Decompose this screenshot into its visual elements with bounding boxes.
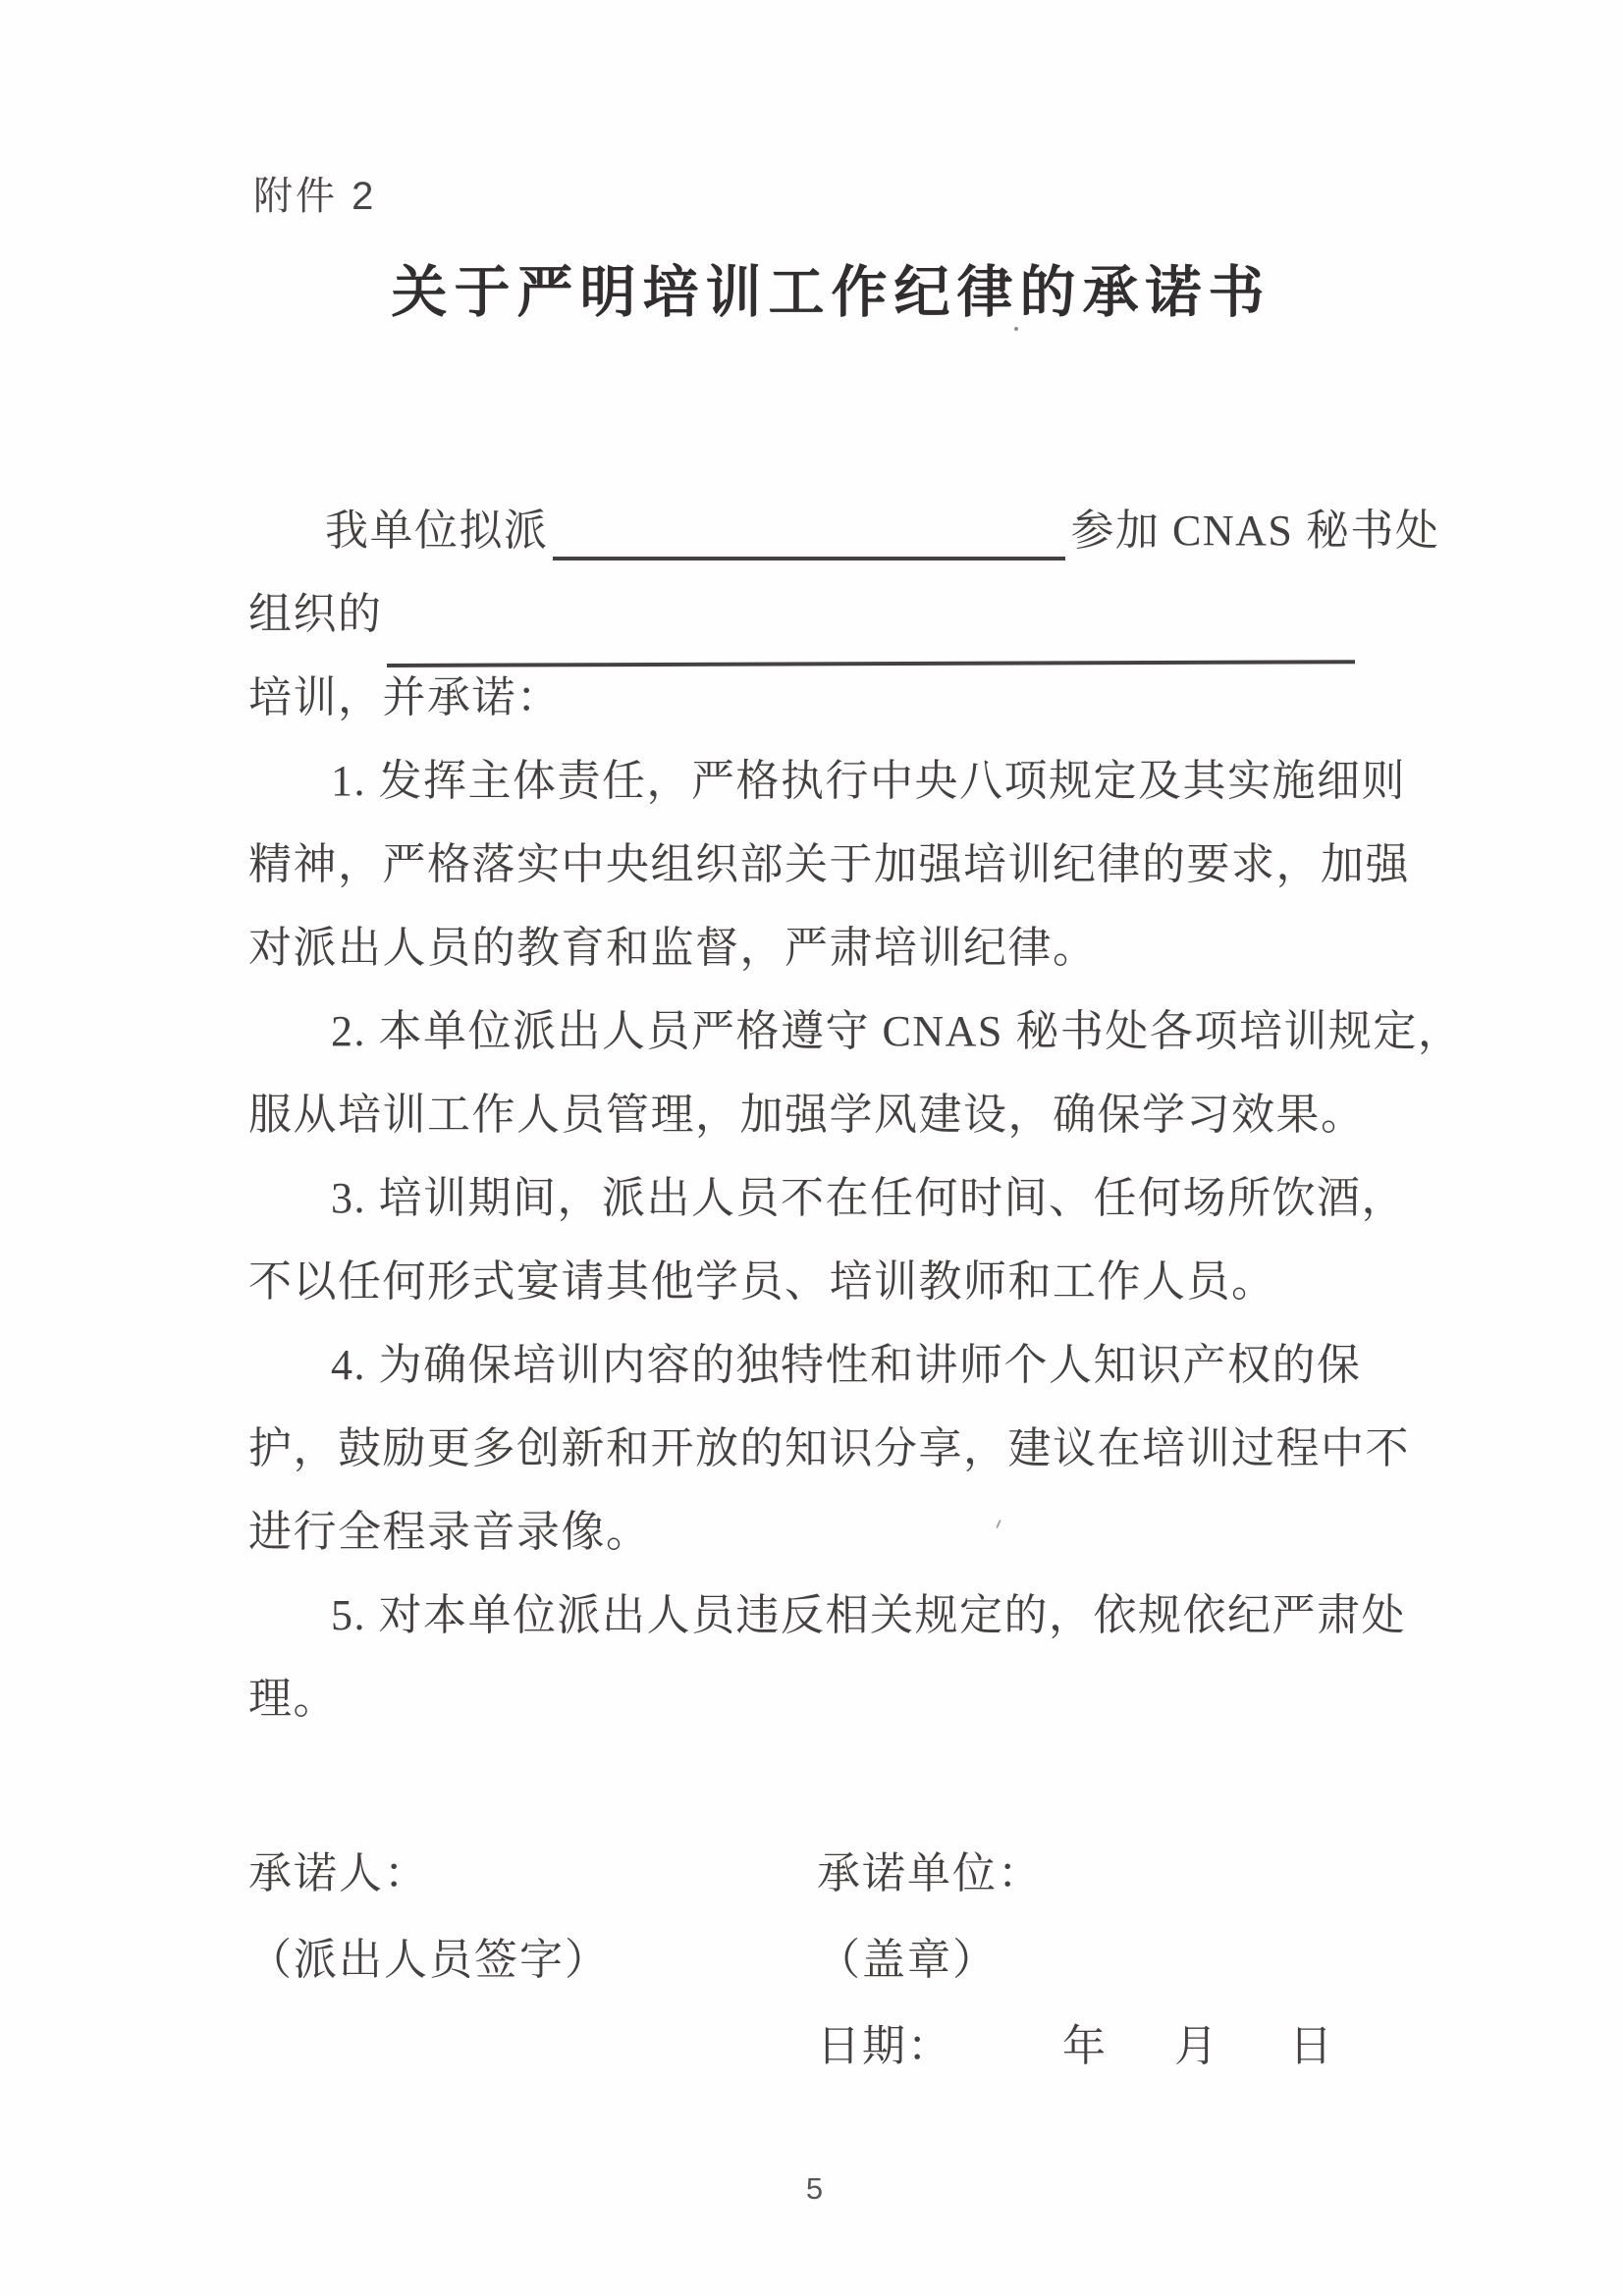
date-label: 日期： [817, 2022, 952, 2070]
page-number: 5 [805, 2171, 825, 2206]
document-body [248, 489, 1463, 1740]
promisor-sign-note: （派出人员签字） [248, 1936, 610, 1984]
body-line: 对派出人员的教育和监督，严肃培训纪律。 [248, 924, 1098, 972]
signature-row-notes [248, 1917, 1515, 2003]
body-line-item2: 2. 本单位派出人员严格遵守 CNAS 秘书处各项培训规定， [331, 1007, 1463, 1055]
body-line-item3: 3. 培训期间，派出人员不在任何时间、任何场所饮酒， [331, 1174, 1406, 1222]
intro-line-3: 培训，并承诺： [248, 673, 562, 721]
signature-block [248, 1831, 1515, 2090]
body-line-item1: 1. 发挥主体责任，严格执行中央八项规定及其实施细则 [331, 757, 1406, 805]
body-line: 护，鼓励更多创新和开放的知识分享，建议在培训过程中不 [248, 1424, 1410, 1472]
document-title: 关于严明培训工作纪律的承诺书 [391, 261, 1271, 324]
day-label: 日 [1289, 2022, 1334, 2070]
year-label: 年 [1062, 2022, 1108, 2070]
date-line [817, 2003, 1334, 2090]
body-line: 理。 [248, 1675, 338, 1723]
signature-row-date-spacer [248, 2003, 817, 2090]
signature-row-labels [248, 1831, 1515, 1917]
attachment-label: 附件 2 [253, 175, 377, 218]
signature-row-date [248, 2003, 1515, 2090]
body-line: 进行全程录音录像。 [248, 1508, 651, 1556]
unit-seal-note: （盖章） [817, 1936, 998, 1984]
body-line: 不以任何形式宴请其他学员、培训教师和工作人员。 [248, 1257, 1276, 1306]
month-label: 月 [1174, 2022, 1219, 2070]
body-line-item5: 5. 对本单位派出人员违反相关规定的，依规依纪严肃处 [331, 1591, 1406, 1639]
scan-speck-dot [1014, 327, 1018, 331]
intro-line1-prefix: 我单位拟派 [325, 507, 549, 555]
intro-line1-suffix: 参加 CNAS 秘书处 [1070, 507, 1440, 555]
fill-in-blank-delegates [553, 555, 1065, 561]
intro-line2-prefix: 组织的 [248, 590, 383, 638]
promisor-label: 承诺人： [248, 1849, 429, 1897]
intro-line-1 [248, 489, 1440, 572]
body-line: 服从培训工作人员管理，加强学风建设，确保学习效果。 [248, 1091, 1366, 1139]
intro-line-2 [248, 572, 1436, 656]
unit-label: 承诺单位： [817, 1849, 1043, 1897]
body-line-item4: 4. 为确保培训内容的独特性和讲师个人知识产权的保 [331, 1341, 1362, 1389]
body-line: 精神，严格落实中央组织部关于加强培训纪律的要求，加强 [248, 840, 1410, 888]
